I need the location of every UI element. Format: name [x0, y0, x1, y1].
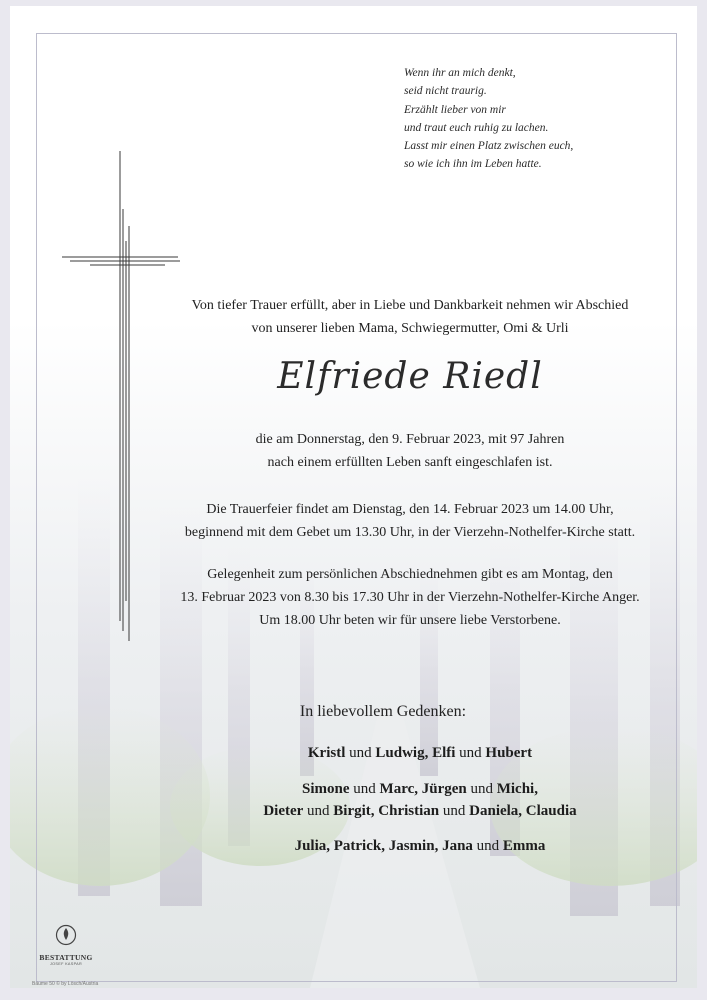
intro-line: von unserer lieben Mama, Schwiegermutter, Omi & Urli: [251, 321, 569, 336]
poem-line: Wenn ihr an mich denkt,: [404, 67, 516, 79]
conjunction: und: [459, 745, 482, 761]
mourner-name: Birgit, Christian: [333, 803, 440, 819]
mourners-line: [130, 800, 697, 822]
mourner-name: Hubert: [485, 745, 533, 761]
mourners-group-2: [130, 778, 697, 822]
farewell-notice: [130, 563, 690, 632]
deceased-name: Elfriede Riedl: [277, 356, 543, 397]
conjunction: und: [353, 781, 376, 797]
poem: [404, 64, 664, 174]
mourner-name: Ludwig, Elfi: [375, 745, 456, 761]
logo-subtitle: JOSEF KASPAR: [49, 962, 82, 966]
death-line: die am Donnerstag, den 9. Februar 2023, mit 97 Jahren: [255, 432, 565, 447]
poem-line: so wie ich ihn im Leben hatte.: [404, 158, 542, 171]
mourner-name: Emma: [502, 838, 546, 854]
mourner-name: Michi,: [496, 781, 538, 797]
mourner-name: Dieter: [263, 803, 304, 819]
obituary-sheet: [10, 6, 697, 988]
conjunction: und: [307, 803, 330, 819]
ceremony-line: Die Trauerfeier findet am Dienstag, den 14. Februar 2023 um 14.00 Uhr,: [206, 502, 614, 517]
intro-line: Von tiefer Trauer erfüllt, aber in Liebe und Dankbarkeit nehmen wir Abschied: [191, 298, 629, 313]
farewell-line: 13. Februar 2023 von 8.30 bis 17.30 Uhr in der Vierzehn-Nothelfer-Kirche Anger.: [180, 590, 640, 605]
flame-icon: [55, 924, 77, 946]
farewell-line: Gelegenheit zum persönlichen Abschiednehmen gibt es am Montag, den: [207, 567, 613, 582]
conjunction: und: [442, 803, 466, 819]
death-line: nach einem erfüllten Leben sanft eingeschlafen ist.: [267, 455, 553, 470]
mourner-name: Marc, Jürgen: [379, 781, 467, 797]
funeral-home-logo: [32, 924, 100, 976]
conjunction: und: [349, 745, 372, 761]
logo-title: BESTATTUNG: [39, 953, 93, 962]
mourners-group-3: [130, 835, 697, 857]
mourner-name: Julia, Patrick, Jasmin, Jana: [294, 838, 473, 854]
ceremony-line: beginnend mit dem Gebet um 13.30 Uhr, in der Vierzehn-Nothelfer-Kirche statt.: [184, 525, 636, 540]
poem-line: Erzählt lieber von mir: [404, 103, 506, 116]
intro-text: [130, 294, 690, 340]
mourners-heading: In liebevollem Gedenken:: [299, 703, 467, 720]
farewell-line: Um 18.00 Uhr beten wir für unsere liebe Verstorbene.: [259, 613, 561, 628]
mourner-name: Daniela, Claudia: [469, 803, 577, 819]
conjunction: und: [476, 838, 500, 854]
ceremony-notice: [130, 498, 690, 544]
death-notice: [130, 428, 690, 474]
poem-line: Lasst mir einen Platz zwischen euch,: [404, 140, 574, 153]
mourners-line: [130, 778, 697, 800]
mourners-group-1: [130, 742, 697, 764]
image-credit: Bäume 50 © by Lösch/Austria: [32, 981, 99, 987]
mourner-name: Simone: [302, 781, 350, 797]
poem-line: und traut euch ruhig zu lachen.: [404, 121, 549, 134]
mourner-name: Kristl: [307, 745, 346, 761]
poem-line: seid nicht traurig.: [404, 85, 487, 98]
conjunction: und: [470, 781, 493, 797]
